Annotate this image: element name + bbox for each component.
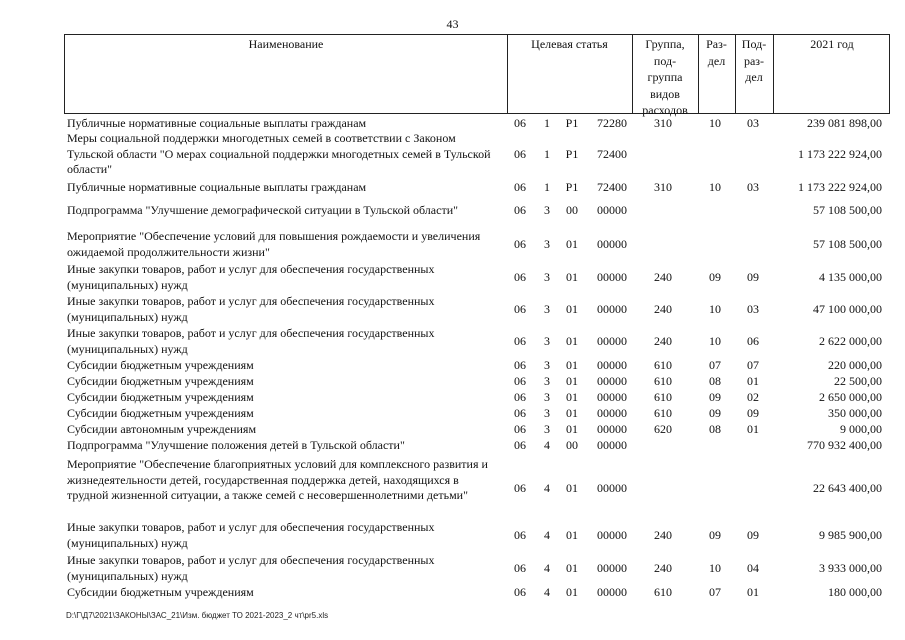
row-b: 3 <box>544 302 550 316</box>
row-amt: 9 000,00 <box>840 422 882 436</box>
row-b: 3 <box>544 358 550 372</box>
row-pod: 09 <box>747 406 759 420</box>
row-grp: 240 <box>654 270 672 284</box>
row-amt: 1 173 222 924,00 <box>798 180 882 194</box>
row-pod: 06 <box>747 334 759 348</box>
row-d: 00000 <box>597 528 627 542</box>
row-name: Мероприятие "Обеспечение благоприятных условий для комплексного развития и жизнедеятельности детей, государственная поддержка детей, находящихся в трудной жизненной ситуации, а также семей с несовершеннолетними детьми" <box>67 457 488 503</box>
row-name: Субсидии бюджетным учреждениям <box>67 406 254 420</box>
header-group: Группа, под- группа видов расходов <box>642 37 688 117</box>
row-name: Иные закупки товаров, работ и услуг для обеспечения государственных (муниципальных) нужд <box>67 326 435 356</box>
row-name: Субсидии бюджетным учреждениям <box>67 585 254 599</box>
row-name: Иные закупки товаров, работ и услуг для обеспечения государственных (муниципальных) нужд <box>67 294 435 324</box>
row-c: 00 <box>566 203 578 217</box>
row-amt: 2 622 000,00 <box>819 334 882 348</box>
row-a: 06 <box>514 390 526 404</box>
row-pod: 09 <box>747 528 759 542</box>
row-name: Субсидии бюджетным учреждениям <box>67 390 254 404</box>
row-grp: 240 <box>654 528 672 542</box>
row-name: Субсидии автономным учреждениям <box>67 422 257 436</box>
row-amt: 2 650 000,00 <box>819 390 882 404</box>
header-year: 2021 год <box>810 37 854 51</box>
row-d: 00000 <box>597 585 627 599</box>
row-d: 00000 <box>597 203 627 217</box>
row-amt: 22 500,00 <box>834 374 882 388</box>
row-amt: 57 108 500,00 <box>813 203 882 217</box>
row-c: P1 <box>565 147 579 161</box>
row-amt: 220 000,00 <box>828 358 882 372</box>
row-name: Мероприятие "Обеспечение условий для повышения рождаемости и увеличения ожидаемой продолжительности жизни" <box>67 229 481 259</box>
row-amt: 57 108 500,00 <box>813 237 882 251</box>
row-d: 72400 <box>597 180 627 194</box>
row-raz: 10 <box>709 302 721 316</box>
row-pod: 03 <box>747 302 759 316</box>
row-d: 00000 <box>597 438 627 452</box>
row-name: Иные закупки товаров, работ и услуг для обеспечения государственных (муниципальных) нужд <box>67 553 435 583</box>
row-amt: 770 932 400,00 <box>807 438 882 452</box>
row-raz: 09 <box>709 390 721 404</box>
row-grp: 610 <box>654 406 672 420</box>
row-d: 00000 <box>597 358 627 372</box>
row-raz: 08 <box>709 422 721 436</box>
row-raz: 09 <box>709 270 721 284</box>
row-amt: 22 643 400,00 <box>813 481 882 495</box>
row-pod: 01 <box>747 422 759 436</box>
row-b: 4 <box>544 481 550 495</box>
row-raz: 10 <box>709 116 721 130</box>
row-d: 00000 <box>597 302 627 316</box>
row-amt: 180 000,00 <box>828 585 882 599</box>
row-raz: 09 <box>709 406 721 420</box>
row-d: 00000 <box>597 481 627 495</box>
row-grp: 240 <box>654 561 672 575</box>
row-a: 06 <box>514 561 526 575</box>
row-c: 01 <box>566 481 578 495</box>
row-d: 00000 <box>597 374 627 388</box>
row-a: 06 <box>514 481 526 495</box>
row-c: 01 <box>566 406 578 420</box>
row-raz: 10 <box>709 561 721 575</box>
row-pod: 01 <box>747 585 759 599</box>
row-pod: 09 <box>747 270 759 284</box>
row-amt: 47 100 000,00 <box>813 302 882 316</box>
row-a: 06 <box>514 438 526 452</box>
row-c: 01 <box>566 585 578 599</box>
row-amt: 3 933 000,00 <box>819 561 882 575</box>
row-amt: 4 135 000,00 <box>819 270 882 284</box>
row-b: 3 <box>544 390 550 404</box>
row-a: 06 <box>514 270 526 284</box>
row-b: 4 <box>544 585 550 599</box>
row-d: 00000 <box>597 390 627 404</box>
row-b: 4 <box>544 561 550 575</box>
row-amt: 239 081 898,00 <box>807 116 882 130</box>
row-c: 01 <box>566 334 578 348</box>
row-c: P1 <box>565 116 579 130</box>
row-b: 3 <box>544 334 550 348</box>
row-a: 06 <box>514 147 526 161</box>
row-c: 01 <box>566 561 578 575</box>
row-b: 3 <box>544 422 550 436</box>
row-b: 1 <box>544 180 550 194</box>
row-pod: 03 <box>747 116 759 130</box>
row-name: Публичные нормативные социальные выплаты гражданам <box>67 116 367 130</box>
row-c: P1 <box>565 180 579 194</box>
row-c: 01 <box>566 422 578 436</box>
row-amt: 9 985 900,00 <box>819 528 882 542</box>
row-b: 1 <box>544 116 550 130</box>
row-a: 06 <box>514 334 526 348</box>
header-name: Наименование <box>248 37 324 51</box>
file-path-footer: D:\Г\Д7\2021\ЗАКОНЫ\ЗАС_21\Изм. бюджет ТО 2021-2023_2 чт\pr5.xls <box>66 611 329 620</box>
row-a: 06 <box>514 358 526 372</box>
row-pod: 04 <box>747 561 759 575</box>
row-b: 3 <box>544 237 550 251</box>
row-name: Иные закупки товаров, работ и услуг для обеспечения государственных (муниципальных) нужд <box>67 262 435 292</box>
header-podrazdel: Под- раз- дел <box>741 37 767 84</box>
row-amt: 1 173 222 924,00 <box>798 147 882 161</box>
row-d: 00000 <box>597 561 627 575</box>
row-b: 3 <box>544 374 550 388</box>
row-b: 3 <box>544 270 550 284</box>
row-raz: 09 <box>709 528 721 542</box>
row-raz: 08 <box>709 374 721 388</box>
row-a: 06 <box>514 116 526 130</box>
row-raz: 07 <box>709 585 721 599</box>
row-d: 72280 <box>597 116 627 130</box>
row-d: 00000 <box>597 334 627 348</box>
row-name: Иные закупки товаров, работ и услуг для обеспечения государственных (муниципальных) нужд <box>67 520 435 550</box>
row-name: Публичные нормативные социальные выплаты гражданам <box>67 180 367 194</box>
row-c: 01 <box>566 374 578 388</box>
row-b: 4 <box>544 528 550 542</box>
row-a: 06 <box>514 180 526 194</box>
row-c: 01 <box>566 302 578 316</box>
row-grp: 620 <box>654 422 672 436</box>
row-name: Меры социальной поддержки многодетных семей в соответствии с Законом Тульской области "О мерах социальной поддержки многодетных семей в Тульской области" <box>67 131 491 177</box>
row-a: 06 <box>514 203 526 217</box>
row-d: 00000 <box>597 237 627 251</box>
row-pod: 03 <box>747 180 759 194</box>
row-grp: 610 <box>654 358 672 372</box>
row-c: 01 <box>566 358 578 372</box>
row-a: 06 <box>514 406 526 420</box>
row-a: 06 <box>514 422 526 436</box>
page-number: 43 <box>446 17 459 31</box>
row-c: 01 <box>566 270 578 284</box>
row-grp: 310 <box>654 116 672 130</box>
row-grp: 310 <box>654 180 672 194</box>
row-c: 01 <box>566 528 578 542</box>
row-pod: 07 <box>747 358 759 372</box>
row-pod: 01 <box>747 374 759 388</box>
row-b: 3 <box>544 406 550 420</box>
row-c: 01 <box>566 237 578 251</box>
row-a: 06 <box>514 302 526 316</box>
row-grp: 610 <box>654 374 672 388</box>
row-d: 00000 <box>597 270 627 284</box>
row-d: 00000 <box>597 406 627 420</box>
row-c: 00 <box>566 438 578 452</box>
row-raz: 07 <box>709 358 721 372</box>
row-name: Подпрограмма "Улучшение положения детей в Тульской области" <box>67 438 405 452</box>
row-grp: 610 <box>654 390 672 404</box>
row-raz: 10 <box>709 334 721 348</box>
row-a: 06 <box>514 374 526 388</box>
row-amt: 350 000,00 <box>828 406 882 420</box>
row-name: Подпрограмма "Улучшение демографической ситуации в Тульской области" <box>67 203 459 217</box>
row-b: 1 <box>544 147 550 161</box>
row-grp: 240 <box>654 334 672 348</box>
row-grp: 610 <box>654 585 672 599</box>
header-target: Целевая статья <box>531 37 608 51</box>
row-a: 06 <box>514 585 526 599</box>
row-raz: 10 <box>709 180 721 194</box>
row-b: 3 <box>544 203 550 217</box>
row-grp: 240 <box>654 302 672 316</box>
row-a: 06 <box>514 528 526 542</box>
row-d: 72400 <box>597 147 627 161</box>
row-name: Субсидии бюджетным учреждениям <box>67 374 254 388</box>
row-pod: 02 <box>747 390 759 404</box>
row-b: 4 <box>544 438 550 452</box>
table-header <box>64 34 890 117</box>
row-d: 00000 <box>597 422 627 436</box>
row-c: 01 <box>566 390 578 404</box>
row-name: Субсидии бюджетным учреждениям <box>67 358 254 372</box>
row-a: 06 <box>514 237 526 251</box>
header-razdel: Раз- дел <box>706 37 727 68</box>
